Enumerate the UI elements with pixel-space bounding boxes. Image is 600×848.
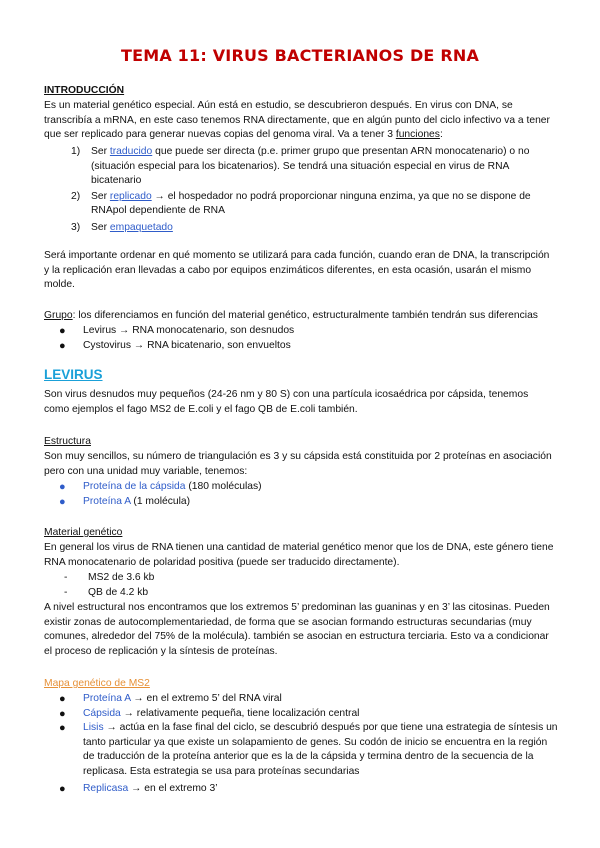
grupo-term: Grupo [44,310,73,321]
bullet-icon: ● [59,722,66,735]
intro-text: : [439,129,443,141]
list-item [59,495,565,510]
replicado-link[interactable]: replicado [109,190,152,202]
funciones-term: funciones [395,129,440,141]
list-line: (situación especial para los bicatenarios). Se tendrá una situación especial en virus de RNA [91,160,510,172]
intro-text: que ser replicado para generar nuevas copias del genoma viral. Va a tener 3 [44,129,396,141]
material-line: En general los virus de RNA tienen una cantidad de material genético menor que los de DNA, este género tiene [44,542,554,553]
protein-a: Proteína A [83,495,131,507]
levirus-heading: LEVIRUS [44,367,103,382]
bullet-icon: ● [59,693,66,705]
gene-replicasa: Replicasa [83,782,129,794]
list-number: 3) [71,221,81,233]
material-list [64,571,570,600]
functions-list [71,145,566,236]
intro-heading: INTRODUCCIÓN [44,85,125,96]
list-item [59,692,565,707]
list-line [83,721,565,736]
material-paragraph-2 [44,601,566,659]
material-line: A nivel estructural nos encontramos que los extremos 5’ predominan las guaninas y en 3’ las citosinas. Pueden [44,602,550,613]
material-heading: Material genético [44,527,123,538]
material-line: el proceso de replicación y la síntesis de proteínas. [44,645,278,657]
gene-proteina-a: Proteína A [83,693,131,704]
intro-line: Es un material genético especial. Aún está en estudio, se descubrieron después. En virus con DNA, se [44,100,513,111]
list-text: (1 molécula) [130,495,191,507]
estructura-line: pero con una unidad muy variable, tenemos: [44,465,248,477]
bullet-icon: ● [59,707,66,720]
list-item [71,145,566,189]
gene-capsida: Cápsida [83,707,121,719]
grupo-list [59,324,565,353]
material-line: RNA monocatenario de polaridad positiva (puede ser traducido directamente). [44,556,400,568]
intro-line: transcribía a mRNA, en este caso tenemos RNA directamente, que en algún punto del ciclo infectivo va a tener [44,114,550,126]
material-line: comunes, alrededor del 75% de la molécula). también se asocian en estructura terciaria. Esto va a condicionar [44,631,549,643]
page-title: TEMA 11: VIRUS BACTERIANOS DE RNA [120,46,480,65]
grupo-text: : los diferenciamos en función del material genético, estructuralmente también tendrán sus diferencias [72,310,538,321]
intro-paragraph [44,99,566,143]
grupo-line [44,309,566,324]
intro-paragraph-2 [44,249,566,293]
bullet-icon: ● [59,481,66,493]
list-line: bicatenario [91,175,142,187]
list-text: Ser [91,190,110,202]
list-item [59,339,565,354]
list-text: (180 moléculas) [185,481,262,492]
bullet-icon: ● [59,325,66,337]
list-text: → el hospedador no podrá proporcionar ninguna enzima, ya que no se dispone de [151,190,531,202]
list-line: replicasa. Esta estrategia se usa para proteínas secundarias [83,765,360,777]
mapa-heading: Mapa genético de MS2 [44,678,150,689]
list-text: → relativamente pequeña, tiene localización central [120,707,360,719]
list-text: → en el extremo 5’ del RNA viral [130,693,282,704]
list-text: → actúa en la fase final del ciclo, se descubrió después por que tiene una estrategia de síntesis un [103,722,558,734]
list-item [71,190,566,219]
intro-line [44,128,566,143]
list-text: → en el extremo 3’ [128,782,218,794]
list-item [71,221,566,236]
levirus-line: como ejemplos el fago MS2 de E.coli y el fago QB de E.coli también. [44,403,358,415]
estructura-line: Son muy sencillos, su número de triangulación es 3 y su cápsida está constituida por 2 proteínas en asociación [44,451,552,462]
list-item [59,707,565,722]
list-line: tanto particular ya que existe un solapamiento de genes. Su codón de inicio se encuentra en la región [83,736,548,748]
list-item [59,324,565,339]
estructura-list [59,480,565,509]
estructura-paragraph [44,450,566,479]
empaquetado-link[interactable]: empaquetado [109,221,173,233]
list-item [59,721,565,779]
levirus-line: Son virus desnudos muy pequeños (24-26 nm y 80 S) con una partícula icosaédrica por cápsida, tenemos [44,389,529,400]
list-number: 1) [71,146,81,157]
list-text: MS2 de 3.6 kb [88,572,155,583]
bullet-icon: ● [59,339,66,352]
list-item [59,480,565,495]
dash-icon: - [64,586,68,598]
gene-lisis: Lisis [83,722,104,734]
protein-capsida: Proteína de la cápsida [83,481,186,492]
list-number: 2) [71,190,81,202]
list-item [59,782,565,797]
list-line [91,190,566,205]
bullet-icon: ● [59,782,66,795]
traducido-link[interactable]: traducido [109,146,153,157]
list-text: Cystovirus → RNA bicatenario, son envueltos [83,339,291,351]
list-item [64,571,570,586]
list-text: Levirus → RNA monocatenario, son desnudos [83,325,295,336]
list-line [91,145,566,160]
mapa-list [59,692,565,796]
list-line: de traducción de la proteína anterior que es la de la cápsida y termina dentro de la secuencia de la [83,751,534,763]
list-item [64,586,570,601]
intro-line: molde. [44,279,75,291]
intro-line: y la replicación eran llevadas a cabo por equipos enzimáticos diferentes, en esta ocasión, usarán el mismo [44,264,532,276]
list-line: RNApol dependiente de RNA [91,205,225,217]
list-text: que puede ser directa (p.e. primer grupo que presentan ARN monocatenario) o no [152,146,530,157]
estructura-heading: Estructura [44,436,91,447]
list-text: Ser [91,221,110,233]
material-line: existir zonas de autocomplementariedad, de forma que se asocian formando estructuras secundarias (muy [44,616,532,628]
dash-icon: - [64,572,68,583]
material-paragraph [44,541,566,570]
levirus-paragraph [44,388,566,417]
list-line [91,221,566,236]
intro-line: Será importante ordenar en qué momento se utilizará para cada función, cuando eran de DNA, la transcripción [44,250,550,261]
list-text: Ser [91,146,110,157]
bullet-icon: ● [59,495,66,508]
list-text: QB de 4.2 kb [88,586,149,598]
